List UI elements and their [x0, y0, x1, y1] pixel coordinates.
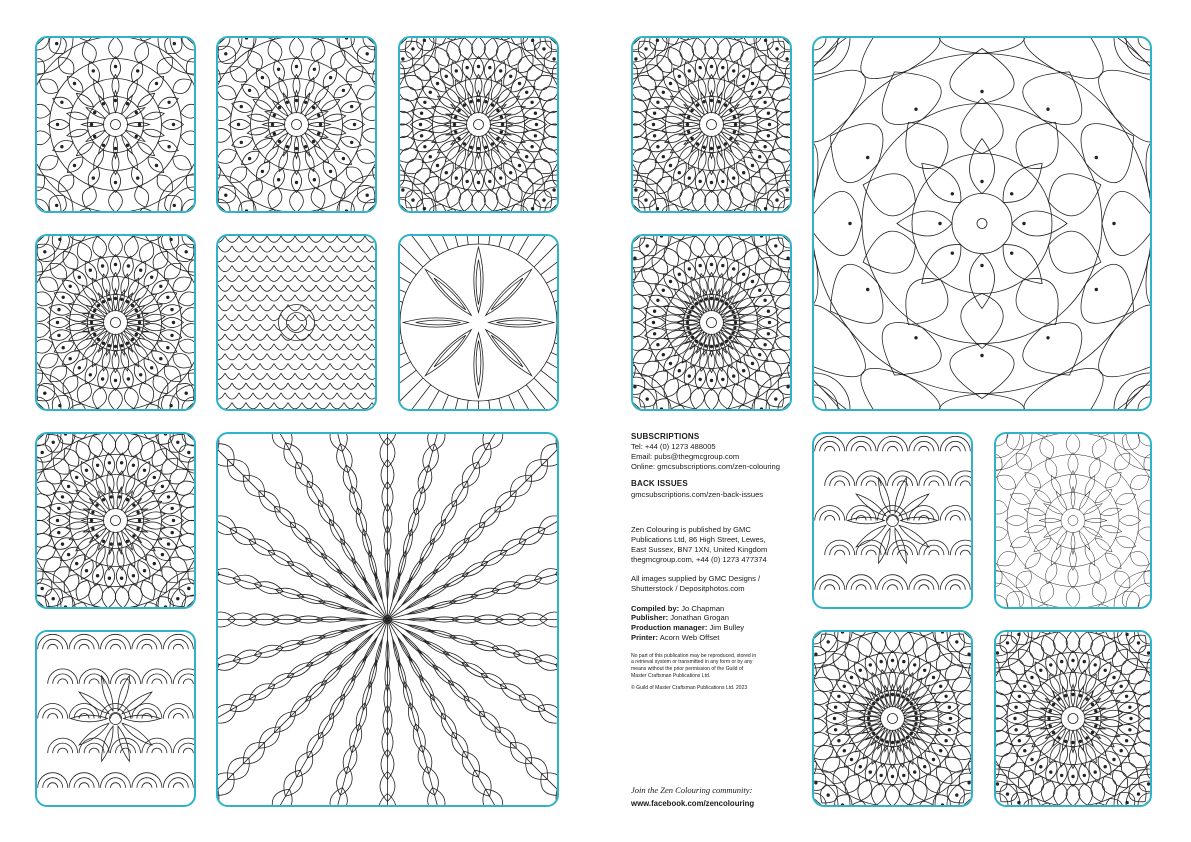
publisher-info-line: thegmcgroup.com, +44 (0) 1273 477374	[631, 554, 767, 564]
copyright-line: © Guild of Master Craftsman Publications Ltd. 2023	[631, 685, 748, 692]
legal-line: No part of this publication may be reproduced, stored in	[631, 652, 757, 659]
mandala-artwork	[814, 632, 971, 805]
mandala-tile-right-large	[812, 36, 1152, 411]
mandala-artwork	[814, 434, 971, 607]
images-credit-line: Shutterstock / Depositphotos.com	[631, 583, 745, 593]
mandala-artwork	[37, 434, 194, 607]
legal-line: Master Craftsman Publications Ltd.	[631, 673, 711, 680]
community-text: Join the Zen Colouring community:	[631, 785, 753, 795]
legal-line: a retrieval system or transmitted in any form or by any	[631, 659, 753, 666]
mandala-tile-left-r2c3	[398, 234, 559, 411]
legal-line: means without the prior permission of the Guild of	[631, 666, 744, 673]
credit-label: Printer:	[631, 632, 659, 642]
mandala-tile-right-r4c2	[812, 630, 973, 807]
mandala-artwork	[996, 632, 1150, 805]
subscriptions-online[interactable]: Online: gmcsubscriptions.com/zen-colouring	[631, 461, 780, 471]
mandala-tile-left-r4c1	[35, 630, 196, 807]
publisher-info-line: East Sussex, BN7 1XN, United Kingdom	[631, 544, 768, 554]
mandala-artwork	[814, 38, 1150, 409]
mandala-tile-right-r3c3	[994, 432, 1152, 609]
mandala-artwork	[633, 38, 790, 211]
mandala-tile-left-r1c2	[216, 36, 377, 213]
mandala-tile-left-r2c2	[216, 234, 377, 411]
credit-value: Jonathan Grogan	[668, 613, 729, 623]
publisher-info-line: Publications Ltd, 86 High Street, Lewes,	[631, 535, 766, 545]
credit-label: Publisher:	[631, 613, 669, 623]
mandala-artwork	[996, 434, 1150, 607]
subscriptions-heading: SUBSCRIPTIONS	[631, 432, 700, 441]
credit-production	[631, 623, 803, 633]
credit-value: Jim Bulley	[707, 623, 745, 633]
masthead-info	[631, 432, 803, 692]
back-issues-heading: BACK ISSUES	[631, 479, 688, 489]
mandala-tile-left-r1c1	[35, 36, 196, 213]
mandala-artwork	[218, 434, 557, 805]
credit-label: Compiled by:	[631, 603, 680, 613]
mandala-artwork	[633, 236, 790, 409]
subscriptions-email[interactable]: Email: pubs@thegmcgroup.com	[631, 451, 740, 461]
community-block	[631, 785, 803, 808]
back-issues-url[interactable]: gmcsubscriptions.com/zen-back-issues	[631, 489, 764, 499]
mandala-artwork	[218, 38, 375, 211]
publisher-info-line: Zen Colouring is published by GMC	[631, 525, 751, 535]
mandala-tile-left-r1c3	[398, 36, 559, 213]
mandala-tile-right-r1c1	[631, 36, 792, 213]
mandala-artwork	[37, 38, 194, 211]
mandala-tile-right-r2c1	[631, 234, 792, 411]
community-url[interactable]: www.facebook.com/zencolouring	[631, 799, 755, 808]
mandala-artwork	[400, 38, 557, 211]
credit-publisher	[631, 613, 803, 623]
mandala-tile-left-r2c1	[35, 234, 196, 411]
credit-label: Production manager:	[631, 623, 708, 633]
credit-value: Jo Chapman	[679, 603, 725, 613]
mandala-artwork	[37, 632, 194, 805]
mandala-tile-right-r3c2	[812, 432, 973, 609]
credit-compiled	[631, 604, 803, 614]
mandala-artwork	[400, 236, 557, 409]
mandala-artwork	[37, 236, 194, 409]
images-credit-line: All images supplied by GMC Designs /	[631, 574, 761, 584]
subscriptions-tel: Tel: +44 (0) 1273 488005	[631, 442, 716, 452]
credit-printer	[631, 633, 803, 643]
mandala-tile-left-large	[216, 432, 559, 807]
credit-value: Acorn Web Offset	[658, 632, 720, 642]
mandala-tile-left-r3c1	[35, 432, 196, 609]
mandala-artwork	[218, 236, 375, 409]
mandala-tile-right-r4c3	[994, 630, 1152, 807]
